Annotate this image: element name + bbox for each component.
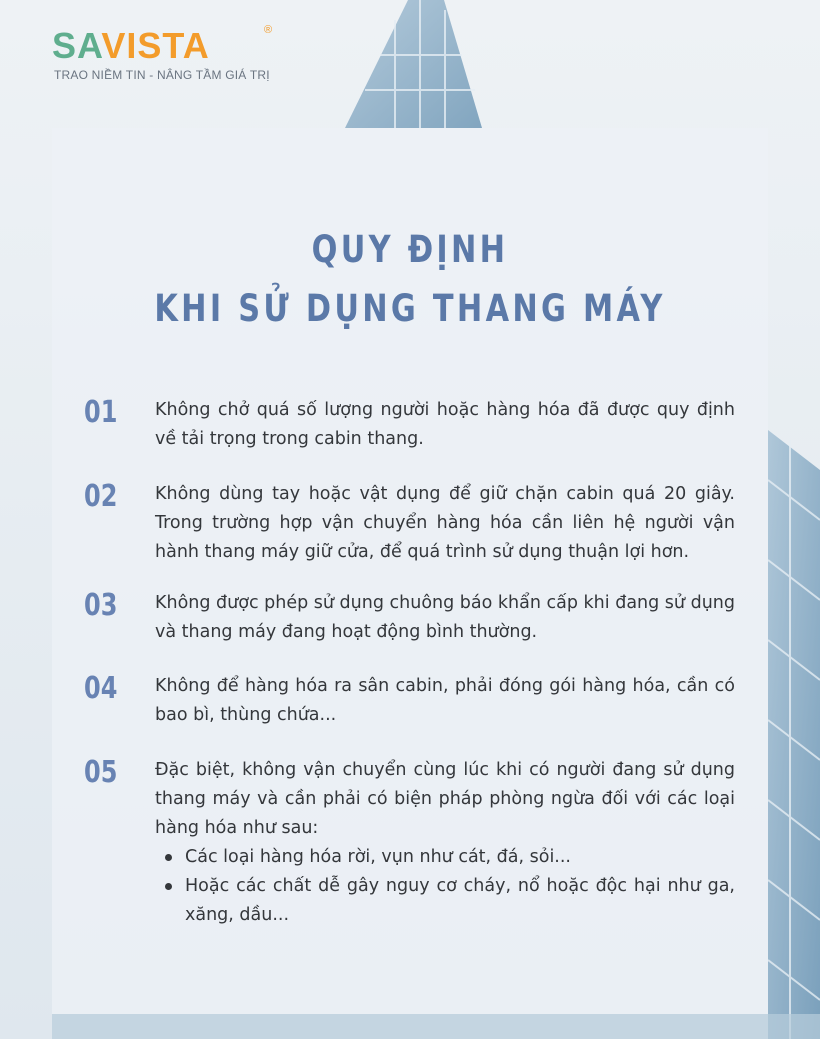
title-line-2: KHI SỬ DỤNG THANG MÁY [154, 287, 666, 330]
page-title [116, 220, 703, 338]
rule-number: 02 [84, 479, 118, 514]
rule-text: Không dùng tay hoặc vật dụng để giữ chặn cabin quá 20 giây. Trong trường hợp vận chuyển hàng hóa cần liên hệ người vận hành thang máy giữ cửa, để quá trình sử dụng thuận lợi hơn. [155, 484, 735, 562]
brand-tagline: TRAO NIỀM TIN - NÂNG TẦM GIÁ TRỊ [54, 68, 270, 82]
rule-text [155, 756, 735, 930]
logo-wordmark [52, 26, 210, 66]
hazard-list [155, 843, 735, 930]
registered-mark: ® [264, 24, 273, 36]
content-panel [52, 128, 768, 1014]
rule-number: 04 [84, 671, 118, 706]
brand-logo [52, 26, 292, 86]
logo-text-sa: SA [52, 25, 102, 66]
title-line-1: QUY ĐỊNH [311, 228, 509, 271]
rule-number: 05 [84, 755, 118, 790]
rule-number: 03 [84, 588, 118, 623]
rule-text-body: Đặc biệt, không vận chuyển cùng lúc khi có người đang sử dụng thang máy và cần phải có biện pháp phòng ngừa đối với các loại hàng hóa như sau: [155, 760, 735, 838]
list-item: Các loại hàng hóa rời, vụn như cát, đá, sỏi... [155, 843, 735, 872]
list-item: Hoặc các chất dễ gây nguy cơ cháy, nổ hoặc độc hại như ga, xăng, dầu... [155, 872, 735, 930]
logo-text-vista: VISTA [101, 25, 210, 66]
rule-number: 01 [84, 395, 118, 430]
rule-text: Không chở quá số lượng người hoặc hàng hóa đã được quy định về tải trọng trong cabin thang. [155, 400, 735, 449]
rule-text: Không được phép sử dụng chuông báo khẩn cấp khi đang sử dụng và thang máy đang hoạt động bình thường. [155, 593, 735, 642]
rule-text: Không để hàng hóa ra sân cabin, phải đóng gói hàng hóa, cần có bao bì, thùng chứa... [155, 676, 735, 725]
